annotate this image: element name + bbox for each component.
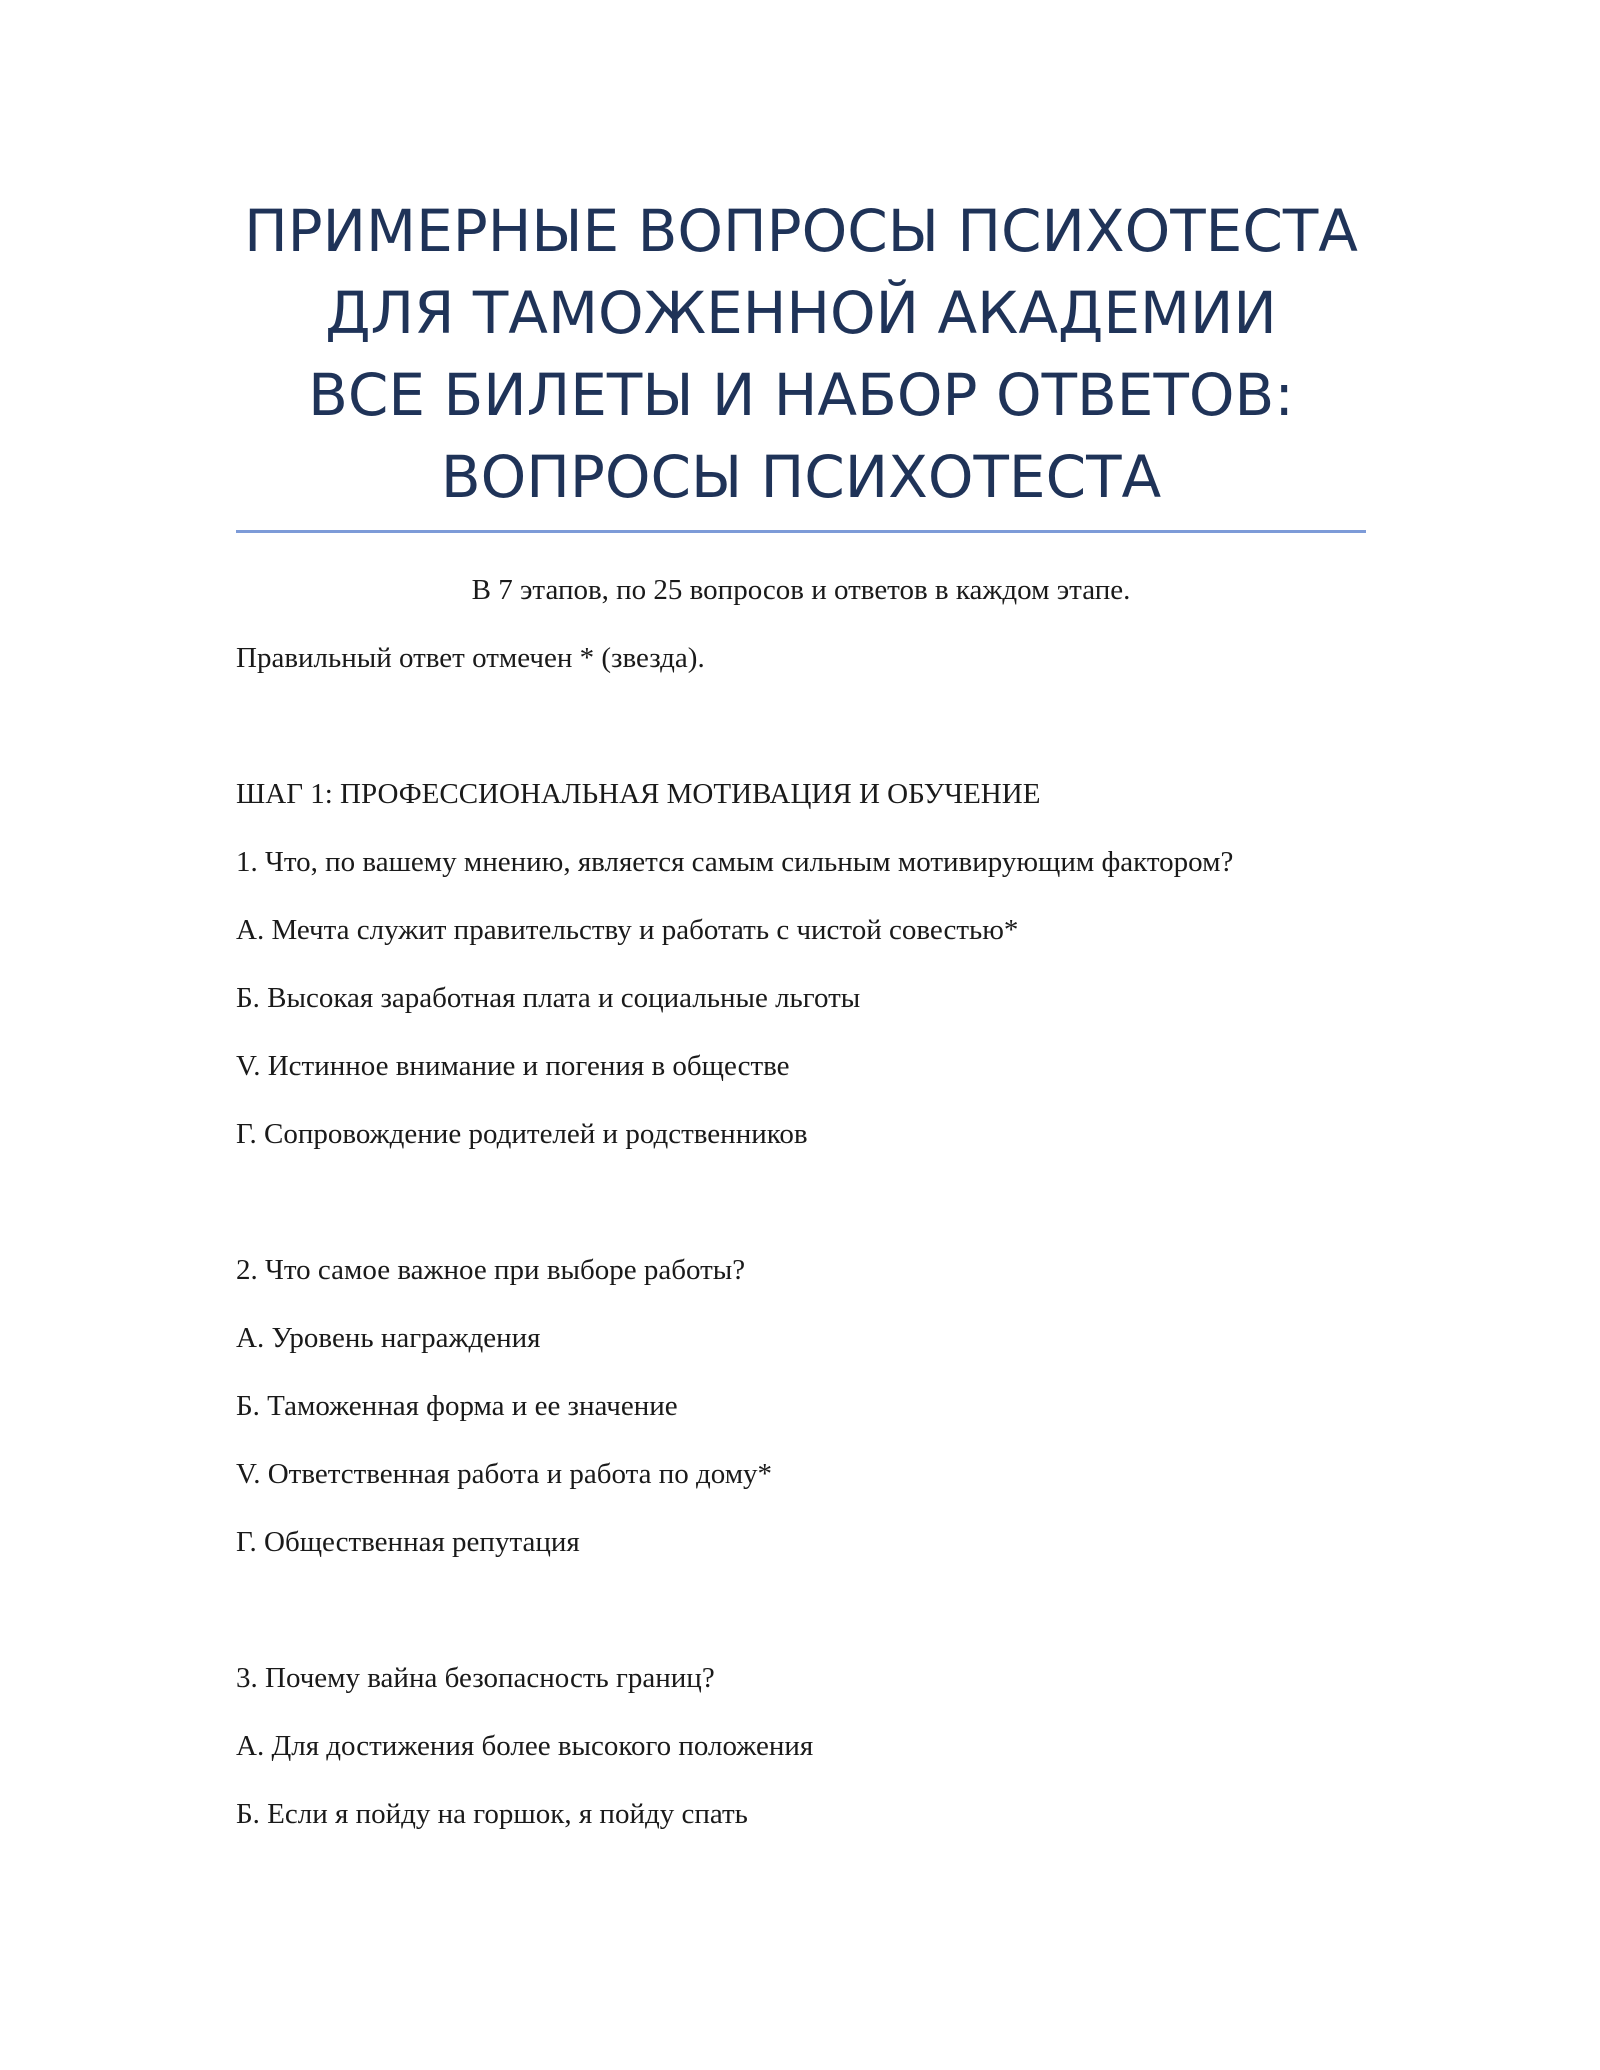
intro-answer-note: Правильный ответ отмечен * (звезда).: [236, 642, 705, 674]
spacer: [236, 1594, 1366, 1662]
title-line-4: ВОПРОСЫ ПСИХОТЕСТА: [440, 443, 1162, 511]
question-3-option-b: Б. Если я пойду на горшок, я пойду спать: [236, 1798, 748, 1830]
question-1-option-a: А. Мечта служит правительству и работать с чистой совестью*: [236, 914, 1019, 946]
question-1-option-c: V. Истинное внимание и погения в обществе: [236, 1050, 790, 1082]
title-line-1: ПРИМЕРНЫЕ ВОПРОСЫ ПСИХОТЕСТА: [244, 197, 1358, 265]
question-1: 1. Что, по вашему мнению, является самым сильным мотивирующим фактором?: [236, 846, 1234, 878]
question-3: 3. Почему вайна безопасность границ?: [236, 1662, 715, 1694]
document-title: [236, 190, 1366, 518]
spacer: [236, 1186, 1366, 1254]
question-2: 2. Что самое важное при выборе работы?: [236, 1254, 746, 1286]
question-1-option-d: Г. Сопровождение родителей и родственников: [236, 1118, 808, 1150]
step-1-section: [236, 778, 1366, 1866]
title-line-2: ДЛЯ ТАМОЖЕННОЙ АКАДЕМИИ: [325, 279, 1277, 347]
title-line-3: ВСЕ БИЛЕТЫ И НАБОР ОТВЕТОВ:: [308, 361, 1294, 429]
question-3-option-a: А. Для достижения более высокого положения: [236, 1730, 814, 1762]
intro-stages-text: В 7 этапов, по 25 вопросов и ответов в каждом этапе.: [471, 574, 1131, 606]
question-2-option-a: А. Уровень награждения: [236, 1322, 541, 1354]
question-2-option-c: V. Ответственная работа и работа по дому*: [236, 1458, 773, 1490]
step-heading: ШАГ 1: ПРОФЕССИОНАЛЬНАЯ МОТИВАЦИЯ И ОБУЧЕНИЕ: [236, 778, 1041, 810]
question-2-option-d: Г. Общественная репутация: [236, 1526, 580, 1558]
question-1-option-b: Б. Высокая заработная плата и социальные льготы: [236, 982, 861, 1014]
question-2-option-b: Б. Таможенная форма и ее значение: [236, 1390, 678, 1422]
title-divider: [236, 530, 1366, 533]
